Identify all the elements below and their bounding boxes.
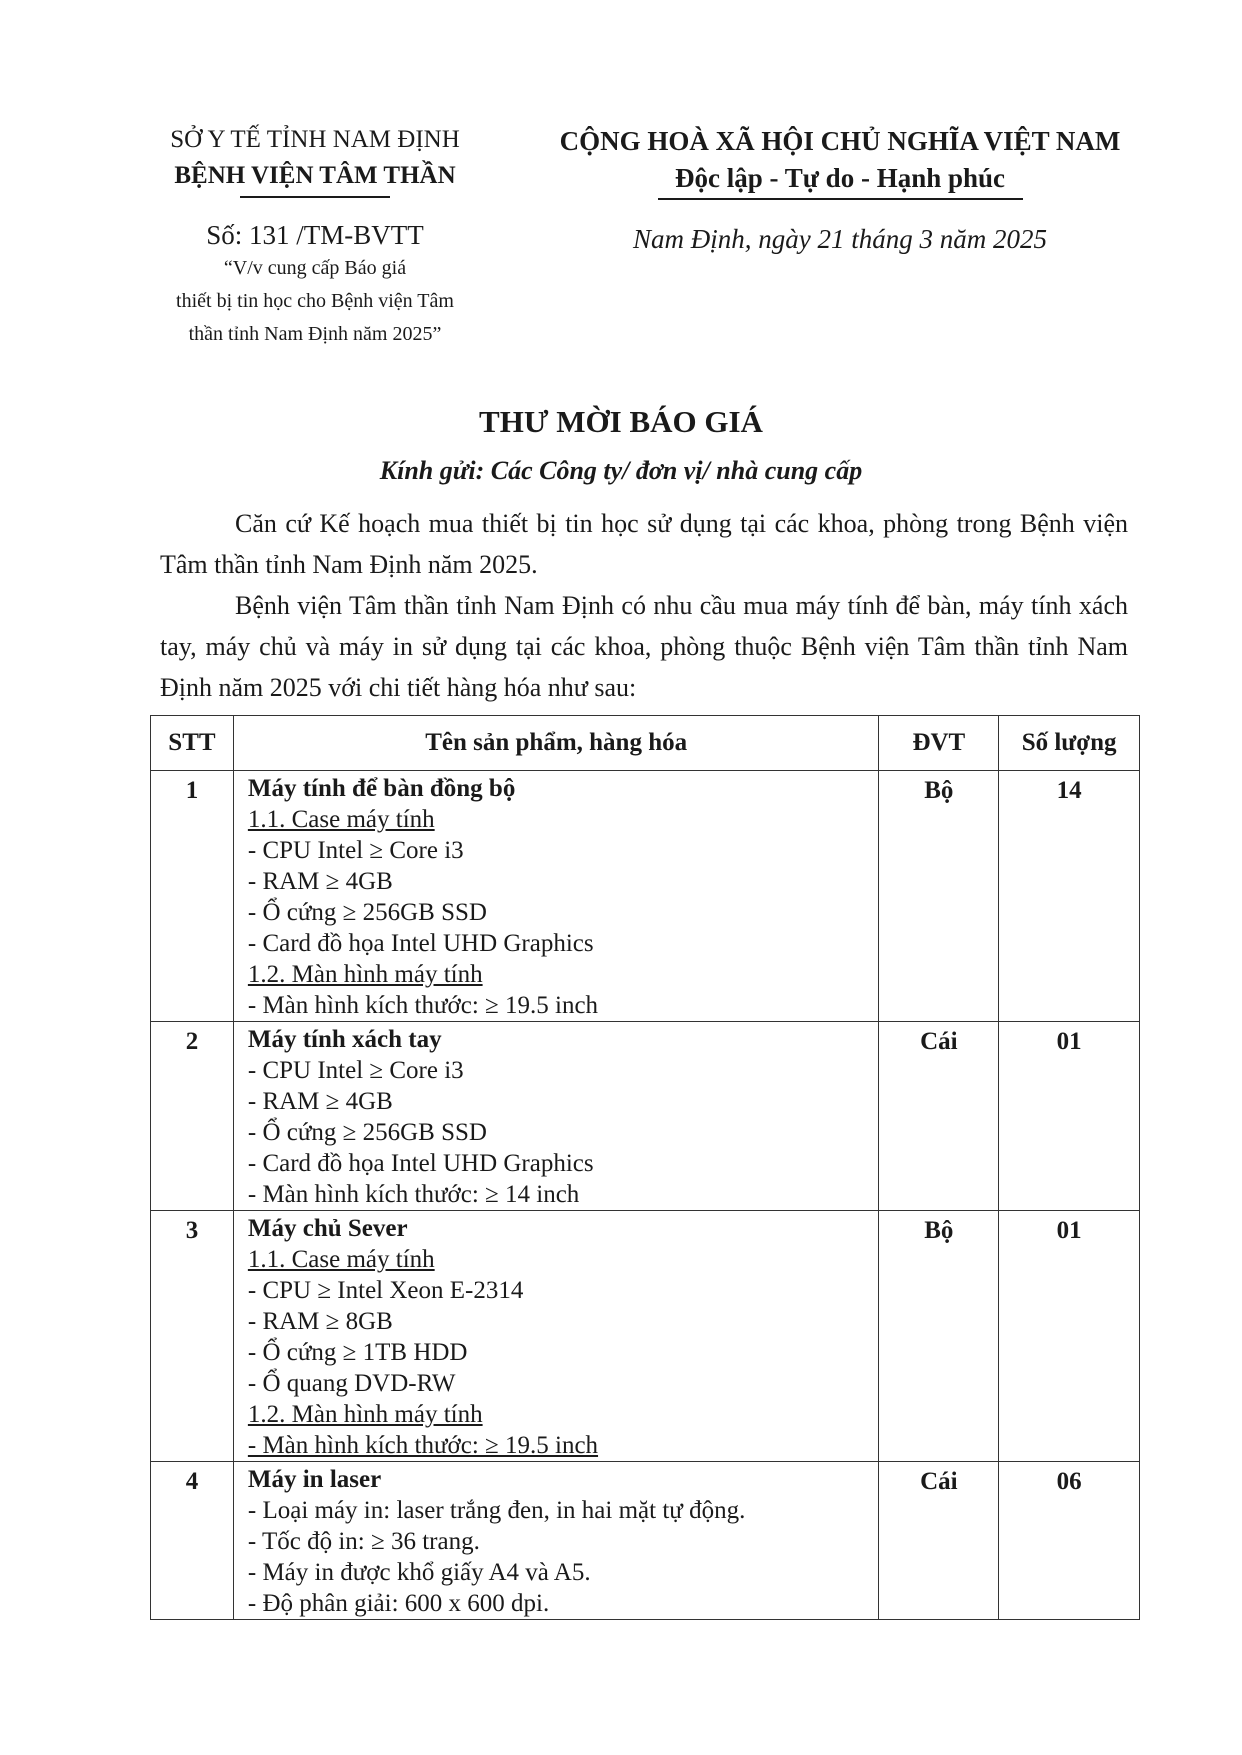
table-header-row xyxy=(151,716,1140,771)
row-stt: 1 xyxy=(151,771,234,1022)
national-title: CỘNG HOÀ XÃ HỘI CHỦ NGHĨA VIỆT NAM xyxy=(559,126,1121,156)
row-stt: 4 xyxy=(151,1462,234,1620)
document-title: THƯ MỜI BÁO GIÁ xyxy=(479,404,763,439)
spec-line: - Màn hình kích thước: ≥ 19.5 inch xyxy=(247,1432,599,1459)
department-name: SỞ Y TẾ TỈNH NAM ĐỊNH xyxy=(170,126,460,153)
row-unit: Cái xyxy=(879,1022,999,1211)
subject-line: thiết bị tin học cho Bệnh viện Tâm xyxy=(176,290,454,312)
header-right-rule xyxy=(658,198,1023,200)
product-name: Máy chủ Sever xyxy=(247,1215,408,1242)
table-row xyxy=(151,771,1140,1022)
product-name: Máy in laser xyxy=(247,1466,382,1493)
body-text xyxy=(160,503,1128,708)
organization-name: BỆNH VIỆN TÂM THẦN xyxy=(174,162,456,189)
spec-line: - RAM ≥ 4GB xyxy=(247,1088,393,1115)
spec-line: - CPU Intel ≥ Core i3 xyxy=(247,837,464,864)
spec-line: - Loại máy in: laser trắng đen, in hai mặt tự động. xyxy=(247,1497,746,1524)
spec-subheading: 1.1. Case máy tính xyxy=(247,1246,435,1273)
header-left-rule xyxy=(240,196,390,198)
spec-subheading: 1.1. Case máy tính xyxy=(247,806,435,833)
spec-line: - Ổ cứng ≥ 256GB SSD xyxy=(247,899,487,926)
table-row xyxy=(151,1462,1140,1620)
spec-line: - Card đồ họa Intel UHD Graphics xyxy=(247,930,594,957)
row-unit: Bộ xyxy=(879,771,999,1022)
place-date: Nam Định, ngày 21 tháng 3 năm 2025 xyxy=(633,224,1047,254)
row-qty: 01 xyxy=(999,1022,1140,1211)
national-motto: Độc lập - Tự do - Hạnh phúc xyxy=(674,163,1006,193)
header-qty: Số lượng xyxy=(999,716,1140,771)
spec-line: - Máy in được khổ giấy A4 và A5. xyxy=(247,1559,591,1586)
paragraph: Bệnh viện Tâm thần tỉnh Nam Định có nhu cầu mua máy tính để bàn, máy tính xách tay, máy chủ và máy in sử dụng tại các khoa, phòng thuộc Bệnh viện Tâm thần tỉnh Nam Định năm 2025 với chi tiết hàng hóa như sau: xyxy=(160,591,1128,702)
spec-line: - Tốc độ in: ≥ 36 trang. xyxy=(247,1528,480,1555)
row-stt: 2 xyxy=(151,1022,234,1211)
subject-line: “V/v cung cấp Báo giá xyxy=(223,257,407,279)
spec-line: - Màn hình kích thước: ≥ 14 inch xyxy=(247,1181,580,1208)
product-name: Máy tính để bàn đồng bộ xyxy=(247,775,516,802)
header-right xyxy=(520,122,1160,256)
spec-subheading: 1.2. Màn hình máy tính xyxy=(247,1401,483,1428)
spec-line: - RAM ≥ 8GB xyxy=(247,1308,393,1335)
spec-subheading: 1.2. Màn hình máy tính xyxy=(247,961,483,988)
spec-line: - Ổ cứng ≥ 256GB SSD xyxy=(247,1119,487,1146)
row-unit: Cái xyxy=(879,1462,999,1620)
document-number: Số: 131 /TM-BVTT xyxy=(206,220,424,250)
paragraph: Căn cứ Kế hoạch mua thiết bị tin học sử dụng tại các khoa, phòng trong Bệnh viện Tâm thần tỉnh Nam Định năm 2025. xyxy=(160,509,1128,579)
spec-line: - Màn hình kích thước: ≥ 19.5 inch xyxy=(247,992,599,1019)
row-description xyxy=(233,771,879,1022)
spec-line: - RAM ≥ 4GB xyxy=(247,868,393,895)
header-name: Tên sản phẩm, hàng hóa xyxy=(233,716,879,771)
spec-line: - Ổ cứng ≥ 1TB HDD xyxy=(247,1339,468,1366)
spec-line: - Độ phân giải: 600 x 600 dpi. xyxy=(247,1590,550,1617)
salutation: Kính gửi: Các Công ty/ đơn vị/ nhà cung cấp xyxy=(379,456,863,485)
table-row xyxy=(151,1022,1140,1211)
spec-line: - CPU Intel ≥ Core i3 xyxy=(247,1057,464,1084)
subject-line: thần tỉnh Nam Định năm 2025” xyxy=(188,323,442,345)
table-row xyxy=(151,1211,1140,1462)
spec-line: - Ổ quang DVD-RW xyxy=(247,1370,456,1397)
row-description xyxy=(233,1022,879,1211)
header-left xyxy=(130,122,500,351)
row-unit: Bộ xyxy=(879,1211,999,1462)
product-name: Máy tính xách tay xyxy=(247,1026,442,1053)
header-stt: STT xyxy=(151,716,234,771)
row-stt: 3 xyxy=(151,1211,234,1462)
header-unit: ĐVT xyxy=(879,716,999,771)
row-qty: 14 xyxy=(999,771,1140,1022)
row-description xyxy=(233,1462,879,1620)
goods-table xyxy=(150,715,1140,1620)
row-description xyxy=(233,1211,879,1462)
row-qty: 06 xyxy=(999,1462,1140,1620)
row-qty: 01 xyxy=(999,1211,1140,1462)
spec-line: - CPU ≥ Intel Xeon E-2314 xyxy=(247,1277,524,1304)
spec-line: - Card đồ họa Intel UHD Graphics xyxy=(247,1150,594,1177)
